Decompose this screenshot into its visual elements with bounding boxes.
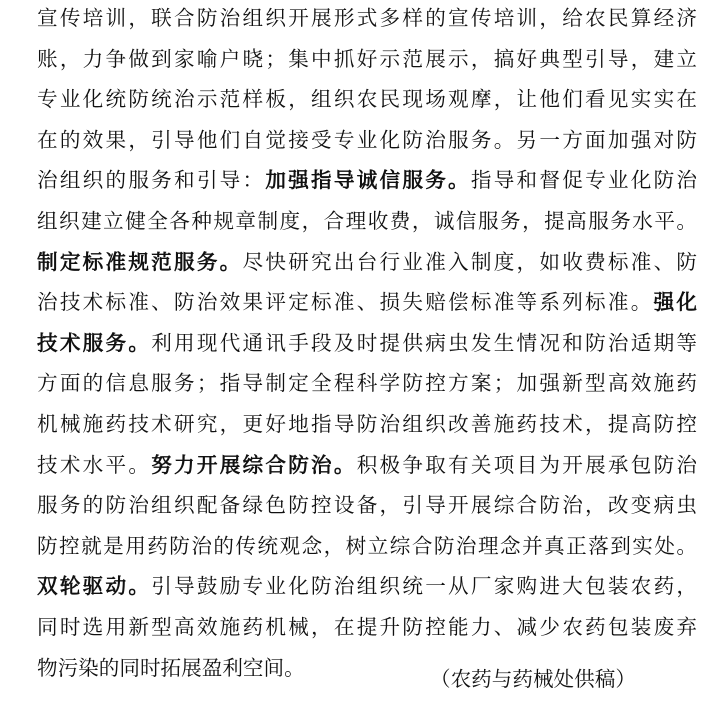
body-text: 专业化统防统治示范样板，组织农民现场观摩，让他们看见实实在	[37, 87, 697, 112]
paragraph-line	[37, 566, 697, 606]
paragraph-line	[37, 160, 697, 200]
body-text: 物污染的同时拓展盈利空间。	[37, 655, 305, 680]
body-text: 利用现代通讯手段及时提供病虫发生情况和防治适期等	[151, 330, 698, 355]
paragraph-line	[37, 242, 697, 282]
body-text: 积极争取有关项目为开展承包防治	[356, 452, 698, 477]
paragraph-line	[37, 526, 697, 566]
paragraph-line	[37, 120, 697, 160]
paragraph-line	[37, 445, 697, 485]
bold-heading-text: 技术服务。	[37, 330, 152, 355]
body-text: 尽快研究出台行业准入制度，如收费标准、防	[242, 249, 698, 274]
paragraph-line	[37, 404, 697, 444]
body-text: 治技术标准、防治效果评定标准、损失赔偿标准等系列标准。	[37, 290, 654, 315]
bold-heading-text: 强化	[653, 290, 698, 315]
body-text: 治组织的服务和引导：	[37, 168, 266, 193]
body-text: 技术水平。	[37, 452, 152, 477]
paragraph-line	[37, 607, 697, 647]
paragraph-line	[37, 282, 697, 322]
body-text: 同时选用新型高效施药机械，在提升防控能力、减少农药包装废弃	[37, 615, 697, 639]
paragraph-line	[37, 201, 697, 241]
body-text: 宣传培训，联合防治组织开展形式多样的宣传培训，给农民算经济	[37, 6, 697, 30]
body-text: 指导和督促专业化防治	[470, 168, 698, 193]
body-text: 引导鼓励专业化防治组织统一从厂家购进大包装农药，	[151, 574, 698, 599]
body-text: 在的效果，引导他们自觉接受专业化防治服务。另一方面加强对防	[37, 127, 697, 152]
paragraph-line	[37, 39, 697, 79]
article-credit: （农药与药械处供稿）	[430, 667, 636, 691]
body-text: 机械施药技术研究，更好地指导防治组织改善施药技术，提高防控	[37, 412, 697, 436]
body-text: 服务的防治组织配备绿色防控设备，引导开展综合防治，改变病虫	[37, 493, 697, 518]
body-text: 防控就是用药防治的传统观念，树立综合防治理念并真正落到实处。	[37, 533, 697, 558]
body-text: 方面的信息服务；指导制定全程科学防控方案；加强新型高效施药	[37, 371, 697, 396]
paragraph-line	[37, 323, 697, 363]
bold-heading-text: 努力开展综合防治。	[151, 452, 357, 477]
paragraph-line	[37, 485, 697, 525]
bold-heading-text: 加强指导诚信服务。	[265, 168, 471, 193]
paragraph-line	[37, 79, 697, 119]
paragraph-line	[37, 0, 697, 38]
body-text: 账，力争做到家喻户晓；集中抓好示范展示，搞好典型引导，建立	[37, 46, 697, 71]
body-text: 组织建立健全各种规章制度，合理收费，诚信服务，提高服务水平。	[37, 209, 697, 233]
bold-heading-text: 制定标准规范服务。	[37, 249, 243, 274]
bold-heading-text: 双轮驱动。	[37, 574, 152, 599]
paragraph-line	[37, 363, 697, 403]
